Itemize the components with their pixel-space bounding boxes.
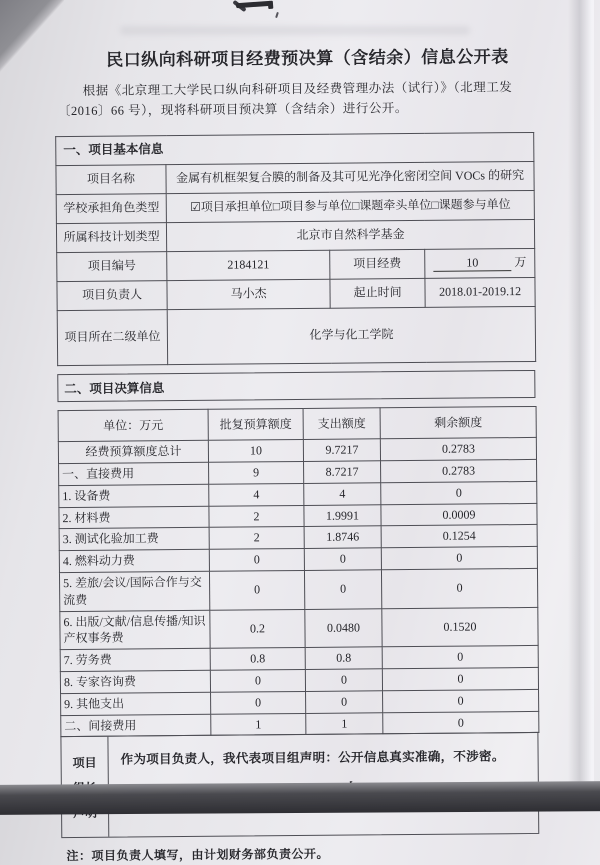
footnote: 注：项目负责人填写，由计划财务部负责公开。 (66, 847, 330, 864)
budget-row-label: 二、间接费用 (61, 714, 211, 737)
budget-cell-spent: 0.8 (305, 647, 382, 669)
budget-cell-spent: 9.7217 (303, 439, 380, 461)
field-value-school-unit: 化学与化工学院 (167, 306, 535, 364)
budget-cell-approved: 0.2 (210, 609, 305, 648)
field-label-program-type: 所属科技计划类型 (56, 222, 166, 252)
budget-cell-remaining: 0 (382, 667, 538, 690)
field-label-leader: 项目负责人 (57, 280, 167, 310)
column-header-remaining: 剩余额度 (380, 406, 536, 439)
field-label-funding: 项目经费 (330, 249, 425, 279)
table-row (59, 569, 537, 612)
declaration-statement: 作为项目负责人，我代表项目组声明：公开信息真实准确，不涉密。 (120, 749, 505, 768)
budget-cell-remaining: 0.0009 (381, 503, 537, 526)
column-header-unit: 单位：万元 (58, 409, 208, 442)
field-label-school-unit: 项目所在二级单位 (57, 309, 167, 365)
role-type-checkbox-options: ☑项目承担单位□项目参与单位□课题牵头单位□课题参与单位 (166, 190, 534, 222)
budget-cell-remaining: 0 (383, 689, 539, 712)
page-title: 民口纵向科研项目经费预决算（含结余）信息公开表 (106, 47, 509, 70)
budget-row-label: 8. 专家咨询费 (60, 670, 210, 693)
budget-row-label: 经费预算额度总计 (58, 441, 208, 464)
table-row (56, 219, 534, 252)
budget-cell-spent: 1.8746 (304, 526, 381, 548)
table-row (57, 248, 535, 281)
field-label-duration: 起止时间 (330, 278, 425, 308)
budget-row-label: 6. 出版/文献/信息传播/知识产权事务费 (60, 610, 210, 650)
budget-cell-approved: 0 (211, 691, 306, 714)
budget-cell-approved: 0 (210, 670, 305, 693)
paper-bottom-edge (0, 781, 600, 815)
budget-cell-remaining: 0.1520 (382, 607, 538, 647)
budget-cell-approved: 2 (209, 527, 304, 550)
budget-cell-approved: 9 (209, 462, 304, 485)
section1-heading-row (56, 132, 534, 165)
budget-cell-remaining: 0.2783 (380, 438, 536, 461)
field-value-funding (425, 248, 535, 278)
budget-row-label: 2. 材料费 (59, 506, 209, 529)
budget-cell-approved: 10 (208, 440, 303, 463)
budget-cell-spent: 1 (306, 712, 383, 734)
table-row (57, 306, 535, 365)
budget-row-label: 1. 设备费 (59, 484, 209, 507)
budget-header-row (58, 406, 536, 442)
budget-cell-spent: 4 (304, 483, 381, 505)
budget-cell-remaining: 0 (381, 569, 537, 609)
budget-cell-approved: 1 (211, 713, 306, 736)
field-label-role-type: 学校承担角色类型 (56, 193, 166, 223)
budget-cell-remaining: 0.1254 (381, 525, 537, 548)
budget-cell-spent: 0 (304, 548, 381, 570)
budget-row-label: 4. 燃料动力费 (59, 550, 209, 573)
field-value-program-type: 北京市自然科学基金 (166, 219, 534, 251)
budget-cell-spent: 0 (304, 570, 381, 609)
budget-row-label: 一、直接费用 (59, 462, 209, 485)
budget-table (58, 405, 540, 737)
table-row (56, 190, 534, 223)
table-row (57, 277, 535, 310)
field-label-project-name: 项目名称 (56, 164, 166, 194)
budget-row-label: 3. 测试化验加工费 (59, 528, 209, 551)
field-value-project-no: 2184121 (167, 250, 330, 280)
field-value-project-name: 金属有机框架复合膜的制备及其可见光净化密闭空间 VOCs 的研究 (166, 161, 534, 193)
intro-paragraph: 根据《北京理工大学民口纵向科研项目及经费管理办法（试行）》（北理工发〔2016〕66 号），现将科研项目预决算（含结余）进行公开。 (57, 80, 513, 119)
budget-cell-spent: 0.0480 (305, 608, 382, 647)
declaration-label-line: 项目 (72, 755, 97, 770)
budget-row-label: 9. 其他支出 (61, 692, 211, 715)
budget-cell-approved: 2 (209, 505, 304, 528)
paper-fold-shadow (568, 0, 594, 800)
budget-cell-spent: 8.7217 (304, 461, 381, 483)
section1-heading: 一、项目基本信息 (56, 132, 534, 165)
budget-cell-approved: 0.8 (210, 648, 305, 671)
budget-cell-approved: 4 (209, 483, 304, 506)
funding-unit: 万 (514, 254, 527, 269)
table-row (60, 607, 538, 650)
budget-row-label: 5. 差旅/会议/国际合作与交流费 (59, 571, 209, 611)
budget-cell-remaining: 0 (381, 547, 537, 570)
budget-cell-spent: 1.9991 (304, 504, 381, 526)
budget-cell-remaining: 0 (381, 481, 537, 504)
field-value-leader: 马小杰 (167, 279, 330, 309)
field-value-duration: 2018.01-2019.12 (425, 277, 535, 307)
table-row (56, 161, 534, 194)
budget-cell-remaining: 0 (382, 646, 538, 669)
budget-cell-approved: 0 (209, 571, 304, 610)
budget-cell-spent: 0 (306, 691, 383, 713)
budget-cell-approved: 0 (209, 549, 304, 572)
budget-cell-remaining: 0.2783 (381, 460, 537, 483)
section2-heading: 二、项目决算信息 (57, 369, 535, 401)
funding-amount: 10 (433, 254, 511, 272)
basic-info-table (55, 131, 536, 365)
column-header-spent: 支出额度 (303, 407, 380, 439)
field-label-project-no: 项目编号 (57, 251, 167, 281)
column-header-approved: 批复预算额度 (208, 408, 303, 441)
budget-cell-spent: 0 (305, 669, 382, 691)
budget-cell-remaining: 0 (383, 711, 539, 734)
binder-clip (224, 0, 278, 18)
budget-row-label: 7. 劳务费 (60, 649, 210, 672)
binder-clip-bar (236, 1, 272, 8)
desk-corner-topleft (0, 0, 64, 74)
